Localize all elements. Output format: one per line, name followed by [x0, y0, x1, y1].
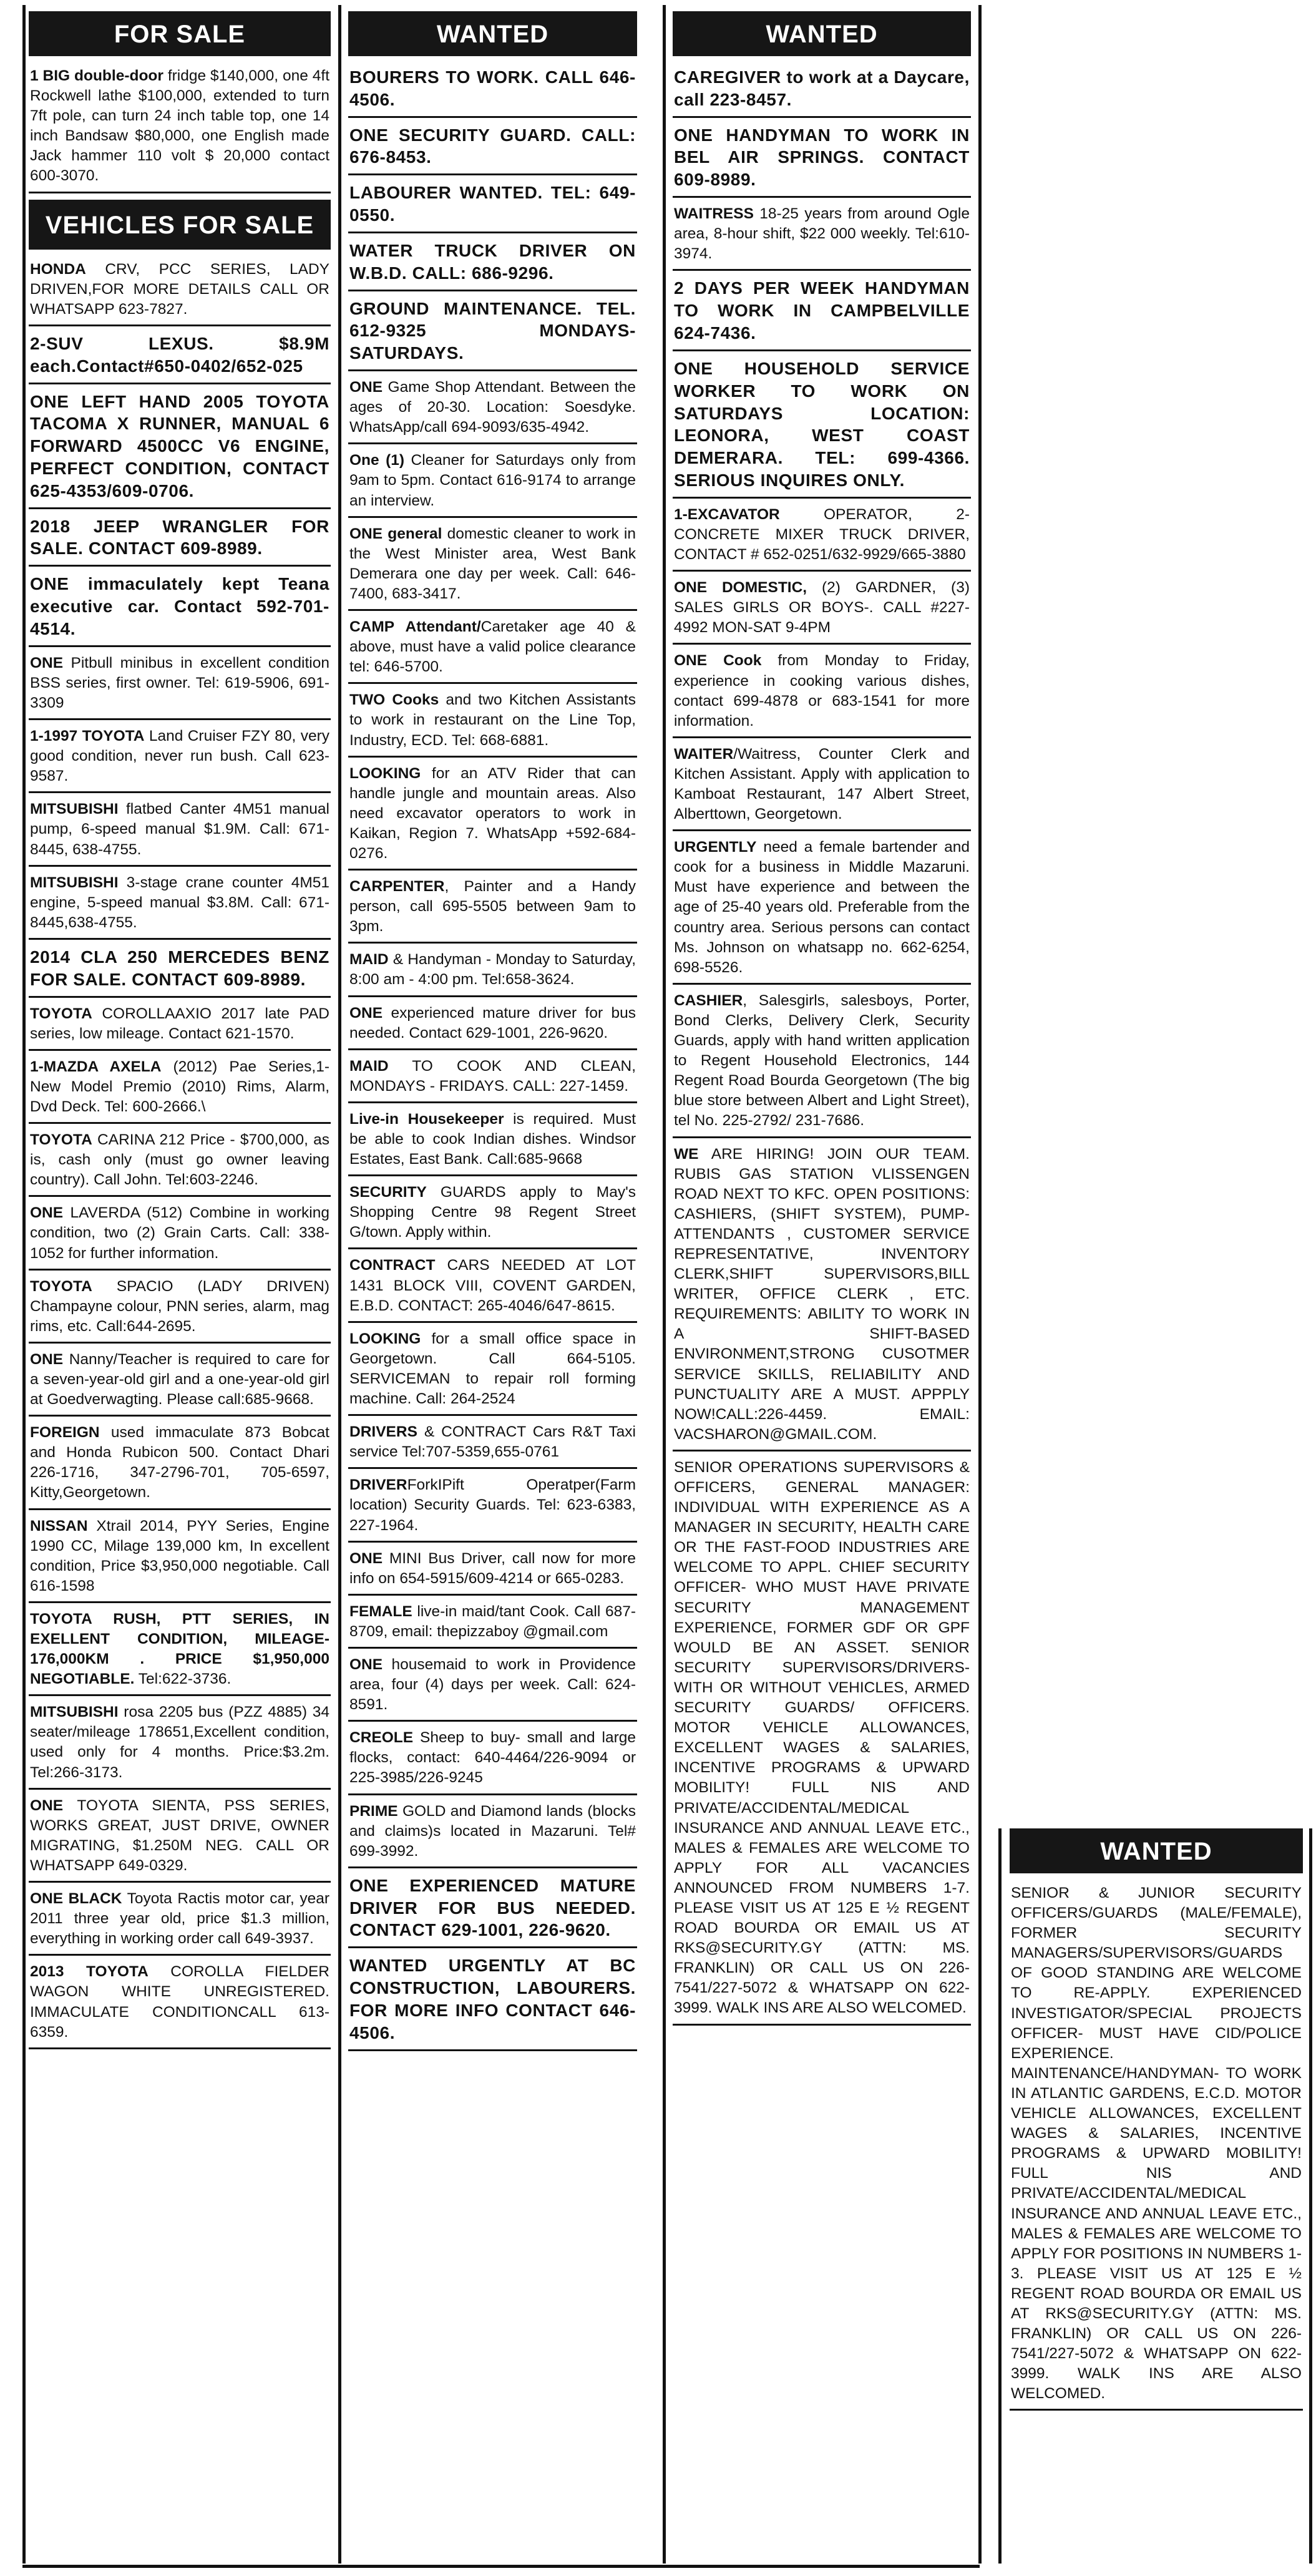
ad-lead: TOYOTA RUSH, PTT SERIES, IN EXELLENT CONDITION, MILEAGE-176,000KM . PRICE $1,950,000 NEGOTIABLE.: [30, 1610, 329, 1688]
ad-text: for an ATV Rider that can handle jungle and mountain areas. Also need excavator operators to work in Kaikan, Region 7. WhatsApp +592-684-0276.: [349, 764, 636, 862]
ad-text: Tel:622-3736.: [134, 1671, 232, 1688]
classified-ad: [29, 1004, 331, 1051]
ad-lead: CARPENTER: [349, 878, 445, 895]
ad-text: /Waitress, Counter Clerk and Kitchen Assistant. Apply with application to Kamboat Restaurant, 147 Albert Street, Alberttown, Georgetown.: [674, 745, 970, 823]
classified-ad: [29, 1277, 331, 1344]
classified-ad: [348, 1602, 637, 1649]
classified-ad: [29, 1057, 331, 1124]
ad-lead: NISSAN: [30, 1517, 88, 1534]
ad-lead: ONE LEFT HAND 2005 TOYOTA TACOMA X RUNNER, MANUAL 6 FORWARD 4500CC V6 ENGINE, PERFECT CONDITION, CONTACT 625-4353/609-0706.: [30, 391, 329, 500]
ad-lead: Live-in Housekeeper: [349, 1110, 504, 1128]
ad-text: CARINA 212 Price - $700,000, as is, cash only (must go owner leaving country). Call John. Tel:603-2246.: [30, 1131, 329, 1189]
classified-ad: [29, 653, 331, 720]
ad-text: Xtrail 2014, PYY Series, Engine 1990 CC, Milage 139,000 km, In excellent condition, Price $3,950,000 negotiable. Call 616-1598: [30, 1517, 329, 1594]
classified-ad: [29, 1609, 331, 1696]
classified-ad: [348, 1802, 637, 1868]
ad-text: for a small office space in Georgetown. Call 664-5105. SERVICEMAN to repair roll forming machine. Call: 264-2524: [349, 1330, 636, 1408]
classified-ad: [348, 240, 637, 291]
ad-text: GOLD and Diamond lands (blocks and claims)s located in Mazaruni. Tel# 699-3992.: [349, 1802, 636, 1860]
section-header-wanted: WANTED: [348, 11, 637, 56]
classified-ad: [673, 66, 971, 118]
classified-ad: [29, 1350, 331, 1417]
ad-text: Cleaner for Saturdays only from 9am to 5pm. Contact 616-9174 to arrange an interview.: [349, 452, 636, 509]
classified-ad: [348, 1256, 637, 1322]
ad-text: TO COOK AND CLEAN, MONDAYS - FRIDAYS. CALL: 227-1459.: [349, 1057, 636, 1095]
classified-ad: [29, 1516, 331, 1603]
ad-lead: FOREIGN: [30, 1424, 100, 1442]
ad-text: COROLLAAXIO 2017 late PAD series, low mileage. Contact 621-1570.: [30, 1005, 329, 1042]
ad-lead: 2014 CLA 250 MERCEDES BENZ FOR SALE. CONTACT 609-8989.: [30, 947, 329, 989]
classified-ad: [673, 505, 971, 572]
classified-ad: [29, 1130, 331, 1197]
ad-text: , Painter and a Handy person, call 695-5505 between 9am to 3pm.: [349, 878, 636, 935]
classified-ad: [348, 66, 637, 118]
ad-text: Caretaker age 40 & above, must have a valid police clearance tel: 646-5700.: [349, 618, 636, 676]
column-rule: [978, 5, 982, 2564]
ad-text: (2) GARDNER, (3) SALES GIRLS OR BOYS-. CALL #227-4992 MON-SAT 9-4PM: [674, 579, 970, 637]
classified-ad: [348, 1655, 637, 1722]
ad-text: domestic cleaner to work in the West Minister area, West Bank Demerara one day per week. Call: 646-7400, 683-3417.: [349, 525, 636, 602]
ad-lead: ONE: [30, 654, 64, 671]
ad-text: Game Shop Attendant. Between the ages of 20-30. Location: Soesdyke. WhatsApp/call 694-9093/635-4942.: [349, 379, 636, 436]
section-header-for-sale: FOR SALE: [29, 11, 331, 56]
ad-lead: LABOURER WANTED. TEL: 649-0550.: [349, 183, 636, 225]
section-header-wanted: WANTED: [1010, 1828, 1303, 1873]
classified-ad: [348, 1183, 637, 1249]
ad-text: need a female bartender and cook for a business in Middle Mazaruni. Must have experience and between the age of 25-40 years old. Preferable from the country area. Serious persons can contact Ms. Johnson on whatsapp no. 662-6254, 698-5526.: [674, 839, 970, 976]
ad-lead: HONDA: [30, 260, 86, 278]
classified-ad: [348, 1110, 637, 1176]
ad-lead: LOOKING: [349, 1330, 421, 1347]
ad-text: SENIOR & JUNIOR SECURITY OFFICERS/GUARDS (MALE/FEMALE), FORMER SECURITY MANAGERS/SUPERVISORS/GUARDS OF GOOD STANDING ARE WELCOME TO RE-APPLY. EXPERIENCED INVESTIGATOR/SPECIAL PROJECTS OFFICER- MUST HAVE CID/POLICE EXPERIENCE. MAINTENANCE/HANDYMAN- TO WORK IN ATLANTIC GARDENS, E.C.D. MOTOR VEHICLE ALLOWANCES, EXCELLENT WAGES & SALARIES, INCENTIVE PROGRAMS & UPWARD MOBILITY! FULL NIS AND PRIVATE/ACCIDENTAL/MEDICAL INSURANCE AND ANNUAL LEAVE ETC., MALES & FEMALES ARE WELCOME TO APPLY FOR POSITIONS IN NUMBERS 1-3. PLEASE VISIT US AT 125 E ½ REGENT ROAD BOURDA OR EMAIL US AT RKS@SECURITY.GY (ATTN: MS. FRANKLIN) OR CALL US ON 226-7541/227-5072 & WHATSAPP ON 622-3999. WALK INS ARE ALSO WELCOMED.: [1011, 1885, 1302, 2403]
ad-lead: ONE DOMESTIC,: [674, 579, 807, 597]
classified-ad: [348, 1329, 637, 1416]
ad-lead: TOYOTA: [30, 1005, 92, 1022]
ad-lead: ONE: [349, 1004, 383, 1022]
classified-ad: [673, 204, 971, 271]
ad-text: MINI Bus Driver, call now for more info on 654-5915/609-4214 or 665-0283.: [349, 1549, 636, 1587]
ad-text: Toyota Ractis motor car, year 2011 three year old, price $1.3 million, everything in working order call 649-3937.: [30, 1890, 330, 1948]
classified-ad: [29, 260, 331, 326]
classified-ad: [673, 1144, 971, 1451]
ad-text: SPACIO (LADY DRIVEN) Champayne colour, PNN series, alarm, mag rims, etc. Call:644-2695.: [30, 1277, 329, 1335]
ad-lead: WAITRESS: [674, 205, 754, 223]
ad-lead: ONE SECURITY GUARD. CALL: 676-8453.: [349, 125, 636, 167]
ad-lead: MAID: [349, 1057, 389, 1075]
ad-text: and two Kitchen Assistants to work in restaurant on the Line Top, Industry, ECD. Tel: 668-6881.: [349, 691, 636, 749]
ad-list: [29, 66, 331, 193]
ad-lead: TWO Cooks: [349, 691, 439, 709]
ad-lead: One (1): [349, 452, 405, 469]
classified-ad: [1010, 1883, 1303, 2411]
ad-text: Sheep to buy- small and large flocks, contact: 640-4464/226-9094 or 225-3985/226-9245: [349, 1729, 636, 1787]
column-rule: [338, 5, 341, 2564]
classified-ad: [348, 690, 637, 757]
ad-lead: WAITER: [674, 745, 734, 763]
classified-ad: [348, 1549, 637, 1596]
ad-lead: ONE BLACK: [30, 1890, 122, 1908]
ad-lead: TOYOTA: [30, 1277, 92, 1295]
classified-ad: [673, 1458, 971, 2026]
ad-lead: MITSUBISHI: [30, 874, 119, 891]
ad-lead: 2013 TOYOTA: [30, 1963, 149, 1981]
ad-text: is required. Must be able to cook Indian dishes. Windsor Estates, East Bank. Call:685-9668: [349, 1110, 636, 1168]
section-header-wanted: WANTED: [673, 11, 971, 56]
classified-ad: [348, 1875, 637, 1948]
classified-ad: [673, 358, 971, 499]
classified-ad: [348, 524, 637, 611]
classified-ad: [348, 1954, 637, 2051]
classified-ad: [348, 1422, 637, 1469]
classified-ad: [348, 451, 637, 517]
ad-lead: 2-SUV LEXUS. $8.9M each.Contact#650-0402/652-025: [30, 333, 329, 376]
ad-lead: MITSUBISHI: [30, 1704, 119, 1721]
classified-ad: [29, 1889, 331, 1956]
classified-ad: [29, 726, 331, 793]
classified-ad: [29, 1423, 331, 1510]
classified-ad: [348, 298, 637, 371]
classified-ad: [348, 1003, 637, 1050]
classified-ad: [29, 1203, 331, 1270]
column-wanted-2: [673, 11, 971, 2032]
ad-text: 3-stage crane counter 4M51 engine, 5-speed manual $3.8M. Call: 671-8445,638-4755.: [30, 874, 329, 931]
classified-ad: [348, 182, 637, 233]
ad-text: Land Cruiser FZY 80, very good condition, never run bush. Call 623-9587.: [30, 728, 329, 785]
classified-ad: [29, 515, 331, 567]
classified-ad: [348, 617, 637, 684]
ad-text: 18-25 years from around Ogle area, 8-hour shift, $22 000 weekly. Tel:610-3974.: [674, 205, 970, 263]
ad-text: & Handyman - Monday to Saturday, 8:00 am - 4:00 pm. Tel:658-3624.: [349, 951, 636, 988]
ad-lead: 1-MAZDA AXELA: [30, 1058, 162, 1075]
classified-ad: [29, 333, 331, 384]
ad-lead: ONE: [30, 1204, 64, 1222]
classified-ad: [673, 578, 971, 645]
classified-ad: [673, 991, 971, 1138]
ad-lead: BOURERS TO WORK. CALL 646-4506.: [349, 67, 636, 109]
ad-text: LAVERDA (512) Combine in working condition, two (2) Grain Carts. Call: 338-1052 for further information.: [30, 1204, 329, 1262]
classified-ad: [348, 877, 637, 944]
ad-lead: MITSUBISHI: [30, 801, 119, 818]
classified-ad: [348, 1728, 637, 1795]
ad-lead: ONE HANDYMAN TO WORK IN BEL AIR SPRINGS. CONTACT 609-8989.: [674, 125, 970, 190]
ad-text: experienced mature driver for bus needed. Contact 629-1001, 226-9620.: [349, 1004, 636, 1042]
ad-lead: URGENTLY: [674, 839, 757, 856]
ad-text: flatbed Canter 4M51 manual pump, 6-speed manual $1.9M. Call: 671-8445, 638-4755.: [30, 801, 329, 858]
ad-text: OPERATOR, 2- CONCRETE MIXER TRUCK DRIVER, CONTACT # 652-0251/632-9929/665-3880: [674, 505, 970, 564]
ad-text: housemaid to work in Providence area, four (4) days per week. Call: 624-8591.: [349, 1656, 636, 1714]
ad-text: CARS NEEDED AT LOT 1431 BLOCK VIII, COVENT GARDEN, E.B.D. CONTACT: 265-4046/647-8615.: [349, 1257, 636, 1314]
column-rule: [998, 1828, 1002, 2564]
column-wanted-3: [1010, 1828, 1303, 2417]
column-rule: [1309, 1828, 1312, 2564]
classified-ad: [29, 66, 331, 193]
ad-lead: ONE EXPERIENCED MATURE DRIVER FOR BUS NEEDED. CONTACT 629-1001, 226-9620.: [349, 1875, 636, 1940]
ad-lead: 1-1997 TOYOTA: [30, 728, 145, 745]
ad-text: from Monday to Friday, experience in cooking various dishes, contact 699-4878 or 683-1541 for more information.: [674, 652, 970, 729]
ad-lead: WANTED URGENTLY AT BC CONSTRUCTION, LABOURERS. FOR MORE INFO CONTACT 646-4506.: [349, 1956, 636, 2042]
column-rule: [663, 5, 666, 2564]
ad-lead: ONE Cook: [674, 652, 762, 670]
classified-ad: [29, 1796, 331, 1883]
ad-text: COROLLA FIELDER WAGON WHITE UNREGISTERED. IMMACULATE CONDITIONCALL 613-6359.: [30, 1963, 329, 2041]
ad-lead: 1 BIG double-door: [30, 67, 163, 84]
ad-text: SENIOR OPERATIONS SUPERVISORS & OFFICERS, GENERAL MANAGER: INDIVIDUAL WITH EXPERIENCE AS A MANAGER IN SECURITY, HEALTH CARE OR THE FAST-FOOD INDUSTRIES ARE WELCOME TO APPL. CHIEF SECURITY OFFICER- WHO MUST HAVE PRIVATE SECURITY MANAGEMENT EXPERIENCE, FORMER GDF OR GPF WOULD BE AN ASSET. SENIOR SECURITY SUPERVISORS/DRIVERS-WITH OR WITHOUT VEHICLES, ARMED SECURITY GUARDS/ OFFICERS. MOTOR VEHICLE ALLOWANCES, EXCELLENT WAGES & SALARIES, INCENTIVE PROGRAMS & UPWARD MOBILITY! FULL NIS AND PRIVATE/ACCIDENTAL/MEDICAL INSURANCE AND ANNUAL LEAVE ETC., MALES & FEMALES ARE WELCOME TO APPLY FOR ALL VACANCIES ANNOUNCED FROM NUMBERS 1-7. PLEASE VISIT US AT 125 E ½ REGENT ROAD BOURDA OR EMAIL US AT RKS@SECURITY.GY (ATTN: MS. FRANKLIN) OR CALL US ON 226-7541/227-5072 & WHATSAPP ON 622-3999. WALK INS ARE ALSO WELCOMED.: [674, 1458, 970, 2017]
ad-lead: ONE general: [349, 525, 442, 542]
classified-ad: [29, 799, 331, 866]
ad-text: & CONTRACT Cars R&T Taxi service Tel:707-5359,655-0761: [349, 1423, 636, 1461]
classified-ad: [673, 744, 971, 831]
ad-lead: MAID: [349, 951, 389, 968]
ad-list: [673, 66, 971, 2026]
ad-list: [1010, 1883, 1303, 2411]
ad-text: ForkIPift Operatper(Farm location) Security Guards. Tel: 623-6383, 227-1964.: [349, 1476, 636, 1534]
ad-lead: ONE: [349, 1549, 383, 1567]
classified-ad: [29, 1702, 331, 1789]
ad-lead: CAREGIVER to work at a Daycare, call 223-8457.: [674, 67, 970, 109]
ad-lead: ONE: [30, 1797, 64, 1814]
ad-lead: CAMP Attendant/: [349, 618, 481, 636]
classified-ad: [348, 1056, 637, 1103]
ad-text: (2012) Pae Series,1- New Model Premio (2010) Rims, Alarm, Dvd Deck. Tel: 600-2666.\: [30, 1058, 329, 1115]
classified-ad: [348, 124, 637, 176]
classified-ad: [29, 1962, 331, 2049]
ad-text: ARE HIRING! JOIN OUR TEAM. RUBIS GAS STATION VLISSENGEN ROAD NEXT TO KFC. OPEN POSITIONS: CASHIERS, (SHIFT SYSTEM), PUMP-ATTENDANTS , CUSTOMER SERVICE REPRESENTATIVE, INVENTORY CLERK,SHIFT SUPERVISORS,BILL WRITER, OFFICE CLERK , ETC. REQUIREMENTS: ABILITY TO WORK IN A SHIFT-BASED ENVIRONMENT,STRONG CUSOTMER SERVICE SKILLS, RELIABILITY AND PUNCTUALITY ARE A MUST. APPPLY NOW!CALL:226-4459. EMAIL: VACSHARON@GMAIL.COM.: [674, 1145, 970, 1443]
column-wanted-1: [348, 11, 637, 2057]
section-header-vehicles: VEHICLES FOR SALE: [29, 200, 331, 250]
ad-lead: ONE: [30, 1350, 64, 1368]
classified-ad: [673, 124, 971, 198]
classified-ad: [673, 277, 971, 351]
ad-text: Nanny/Teacher is required to care for a seven-year-old girl and a one-year-old girl at Goedverwagting. Please call:685-9668.: [30, 1350, 329, 1408]
classified-ad: [29, 946, 331, 998]
ad-text: rosa 2205 bus (PZZ 4885) 34 seater/mileage 178651,Excellent condition, used only for 4 months. Price:$3.2m. Tel:266-3173.: [30, 1704, 329, 1781]
ad-lead: PRIME: [349, 1802, 398, 1820]
ad-lead: ONE HOUSEHOLD SERVICE WORKER TO WORK ON SATURDAYS LOCATION: LEONORA, WEST COAST DEMERARA. TEL: 699-4366. SERIOUS INQUIRES ONLY.: [674, 358, 970, 490]
ad-text: live-in maid/tant Cook. Call 687-8709, email: thepizzaboy @gmail.com: [349, 1603, 636, 1640]
classified-ad: [348, 378, 637, 444]
ad-lead: SECURITY: [349, 1184, 427, 1201]
page-bottom-rule: [22, 2565, 980, 2568]
ad-lead: FEMALE: [349, 1603, 412, 1620]
column-rule: [22, 5, 26, 2564]
ad-text: CRV, PCC SERIES, LADY DRIVEN,FOR MORE DETAILS CALL OR WHATSAPP 623-7827.: [30, 260, 329, 318]
classified-ad: [29, 391, 331, 509]
ad-lead: CASHIER: [674, 992, 743, 1009]
ad-lead: DRIVERS: [349, 1423, 417, 1441]
ad-text: Pitbull minibus in excellent condition BSS series, first owner. Tel: 619-5906, 691-3309: [30, 654, 329, 711]
ad-lead: 2 DAYS PER WEEK HANDYMAN TO WORK IN CAMPBELVILLE 624-7436.: [674, 278, 970, 343]
ad-text: used immaculate 873 Bobcat and Honda Rubicon 500. Contact Dhari 226-1716, 347-2796-701, 705-6597, Kitty,Georgetown.: [30, 1424, 329, 1501]
ad-lead: 2018 JEEP WRANGLER FOR SALE. CONTACT 609-8989.: [30, 516, 329, 559]
ad-lead: ONE: [349, 1656, 383, 1673]
classified-ad: [348, 764, 637, 871]
ad-lead: WATER TRUCK DRIVER ON W.B.D. CALL: 686-9296.: [349, 240, 636, 283]
ad-list: [348, 66, 637, 2051]
classified-ad: [673, 651, 971, 738]
ad-lead: GROUND MAINTENANCE. TEL. 612-9325 MONDAYS-SATURDAYS.: [349, 298, 636, 363]
classified-ad: [29, 873, 331, 940]
ad-lead: TOYOTA: [30, 1131, 92, 1149]
ad-lead: LOOKING: [349, 764, 421, 782]
ad-lead: CREOLE: [349, 1729, 414, 1747]
ad-list: [29, 260, 331, 2049]
ad-lead: WE: [674, 1145, 699, 1163]
ad-text: fridge $140,000, one 4ft Rockwell lathe $100,000, extended to turn 7ft pole, can turn 24 inch table top, one 14 inch Bandsaw $80,000, one English made Jack hammer 110 volt $ 20,000 contact 600-3070.: [30, 67, 330, 185]
ad-text: , Salesgirls, salesboys, Porter, Bond Clerks, Delivery Clerk, Security Guards, apply with hand written application to Regent Household Electronics, 144 Regent Road Bourda Georgetown (The big blue store between Albert and Light Street), tel No. 225-2792/ 231-7686.: [674, 992, 970, 1129]
ad-lead: CONTRACT: [349, 1257, 436, 1274]
ad-lead: 1-EXCAVATOR: [674, 505, 780, 523]
ad-lead: DRIVER: [349, 1476, 407, 1494]
ad-lead: ONE immaculately kept Teana executive car. Contact 592-701-4514.: [30, 574, 329, 638]
classified-ad: [348, 950, 637, 997]
column-for-sale: [29, 11, 331, 2056]
classified-ad: [348, 1475, 637, 1542]
classified-ad: [29, 573, 331, 646]
ad-text: GUARDS apply to May's Shopping Centre 98 Regent Street G/town. Apply within.: [349, 1184, 636, 1241]
ad-text: TOYOTA SIENTA, PSS SERIES, WORKS GREAT, JUST DRIVE, OWNER MIGRATING, $1.250M NEG. CALL OR WHATSAPP 649-0329.: [30, 1797, 329, 1874]
classified-ad: [673, 837, 971, 985]
ad-lead: ONE: [349, 379, 383, 396]
